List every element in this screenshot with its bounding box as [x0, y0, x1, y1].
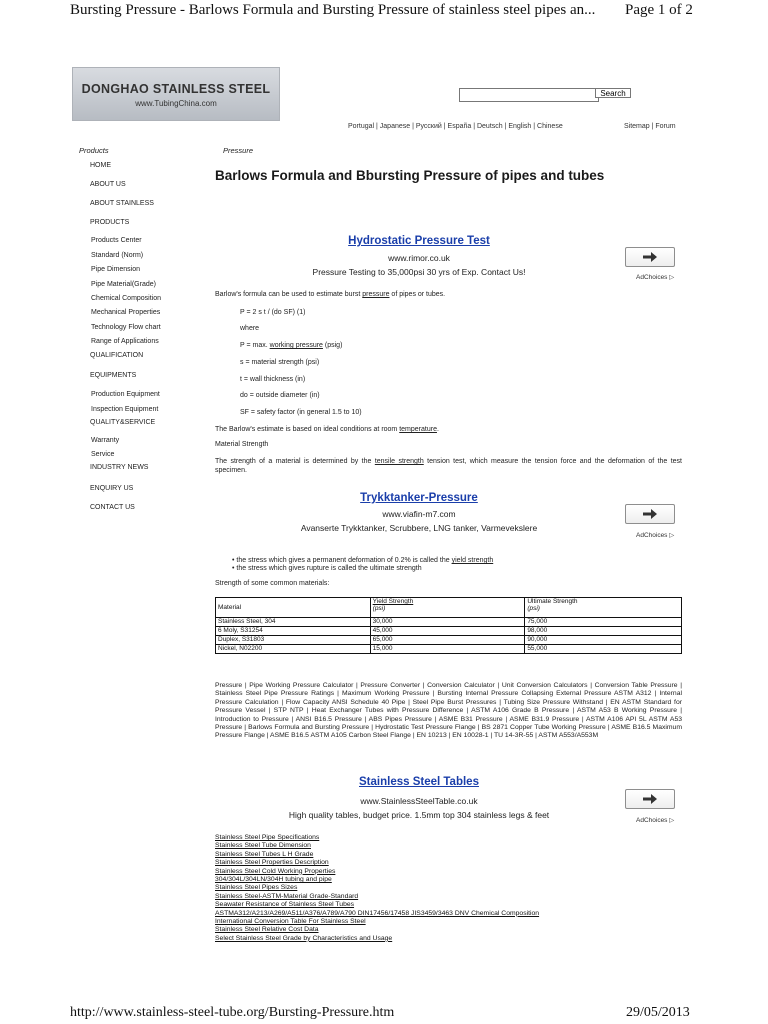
sidebar-item-pipe-dimension[interactable]: Pipe Dimension: [91, 266, 141, 273]
ad-description: Pressure Testing to 35,000psi 30 yrs of Exp. Contact Us!: [312, 267, 526, 277]
table-cell: 6 Moly, S31254: [216, 627, 371, 636]
list-item: • the stress which gives rupture is called the ultimate strength: [232, 565, 422, 572]
intro-text: Barlow's formula can be used to estimate burst pressure of pipes or tubes.: [215, 291, 446, 298]
search-button[interactable]: Search: [595, 88, 631, 98]
steel-link[interactable]: Stainless Steel Pipes Sizes: [215, 884, 298, 892]
sidebar-item-about-us[interactable]: ABOUT US: [90, 181, 126, 188]
utility-links[interactable]: Sitemap | Forum: [624, 123, 676, 130]
estimate-text: The Barlow's estimate is based on ideal conditions at room temperature.: [215, 426, 439, 433]
table-cell[interactable]: Stainless Steel, 304: [216, 618, 371, 627]
table-cell: 65,000: [370, 636, 525, 645]
sidebar-item-qualification[interactable]: QUALIFICATION: [90, 352, 144, 359]
arrow-right-icon: [643, 252, 657, 262]
sidebar-item-home[interactable]: HOME: [90, 162, 111, 169]
sidebar-item-contact-us[interactable]: CONTACT US: [90, 504, 135, 511]
sidebar-item-products[interactable]: PRODUCTS: [90, 219, 130, 226]
table-row: [216, 618, 682, 627]
table-row: [216, 636, 682, 645]
table-cell: 15,000: [370, 645, 525, 654]
do-definition: do = outside diameter (in): [240, 392, 320, 399]
table-header: Yield Strength (psi): [370, 598, 525, 618]
steel-link[interactable]: ASTMA312/A213/A269/A511/A376/A789/A790 DIN17456/17458 JIS3459/3463 DNV Chemical Composition: [215, 909, 540, 917]
sidebar-item-equipments[interactable]: EQUIPMENTS: [90, 372, 137, 379]
sidebar-item-enquiry-us[interactable]: ENQUIRY US: [90, 485, 134, 492]
ad-description: High quality tables, budget price. 1.5mm top 304 stainless legs & feet: [288, 810, 550, 820]
steel-link[interactable]: International Conversion Table For Stainless Steel: [215, 918, 366, 926]
strength-paragraph: The strength of a material is determined by the tensile strength tension test, which measure the tension force and the deformation of the test specimen.: [215, 458, 682, 474]
list-item: • the stress which gives a permanent deformation of 0.2% is called the yield strength: [232, 557, 494, 564]
sidebar-item-standard[interactable]: Standard (Norm): [91, 252, 144, 259]
p-definition: P = max. working pressure (psig): [240, 342, 343, 349]
site-logo[interactable]: [72, 67, 280, 121]
steel-link[interactable]: Stainless Steel Tube Dimension: [215, 842, 311, 850]
temperature-link[interactable]: temperature: [399, 426, 437, 433]
sidebar-item-industry-news[interactable]: INDUSTRY NEWS: [90, 464, 149, 471]
ad-title[interactable]: Trykktanker-Pressure: [360, 492, 478, 504]
related-pressure-links[interactable]: Pressure | Pipe Working Pressure Calculator | Pressure Converter | Conversion Calculator | Unit Conversion Calculators | Conversion Table Pressure | Stainless Steel Pipe Pressure Ratings | Maximum Working Pressure | Bursting Internal Pressure Collapsing External Pressure ASTM A312 | Internal Pressure Calculation | Flow Capacity ANSI Schedule 40 Pipe | Steel Pipe Burst Pressures | Tubing Size Pressure Withstand | EN ASTM Standard for Pressure Vessel | STP NTP | Heat Exchanger Tubes with Pressure Difference | ASTM A106 Grade B Pressure | ASTM A53 B Working Pressure | Introduction to Pressure | ANSI B16.5 Pressure | ABS Pipes Pressure | ASME B31 Pressure | ASME B31.9 Pressure | ASTM A106 API 5L ASTM A53 Pressure | Barlows Formula and Bursting Pressure | Hydrostatic Test Pressure Flange | BS 2871 Copper Tube Working Pressure | ASME B16.5 Maximum Pressure Flange | ASME B16.5 ASTM A105 Carbon Steel Flange | EN 10213 | EN 10028-1 | TU 14-3R-55 | ASTM A553/A553M: [215, 682, 682, 740]
table-cell: 90,000: [525, 636, 682, 645]
sidebar-item-range-applications[interactable]: Range of Applications: [91, 338, 159, 345]
where-label: where: [240, 325, 260, 332]
language-links[interactable]: Portugal | Japanese | Русский | España | Deutsch | English | Chinese: [348, 123, 563, 130]
t-definition: t = wall thickness (in): [240, 376, 306, 383]
s-definition: s = material strength (psi): [240, 359, 320, 366]
sidebar-item-about-stainless[interactable]: ABOUT STAINLESS: [90, 200, 154, 207]
table-cell: 45,000: [370, 627, 525, 636]
ad-go-button[interactable]: [625, 247, 675, 267]
print-page-number: Page 1 of 2: [625, 2, 693, 18]
steel-link[interactable]: Stainless Steel Pipe Specifications: [215, 834, 320, 841]
table-cell: Nickel, N02200: [216, 645, 371, 654]
sidebar-item-production-equipment[interactable]: Production Equipment: [91, 391, 160, 398]
ad-choices[interactable]: AdChoices ▷: [636, 274, 675, 281]
sidebar-item-technology-flow[interactable]: Technology Flow chart: [91, 324, 161, 331]
sidebar-item-warranty[interactable]: Warranty: [91, 437, 120, 444]
sf-definition: SF = safety factor (in general 1.5 to 10): [240, 409, 362, 416]
working-pressure-link[interactable]: working pressure: [269, 342, 323, 349]
table-cell: 75,000: [525, 618, 682, 627]
table-header-row: [216, 598, 682, 618]
common-materials-heading: Strength of some common materials:: [215, 580, 330, 587]
ad-title[interactable]: Hydrostatic Pressure Test: [348, 235, 490, 247]
material-strength-heading: Material Strength: [215, 441, 269, 448]
print-header-title: Bursting Pressure - Barlows Formula and Bursting Pressure of stainless steel pipes an...: [70, 2, 596, 18]
steel-link[interactable]: Seawater Resistance of Stainless Steel Tubes: [215, 901, 355, 909]
steel-link[interactable]: Stainless Steel Cold Working Properties: [215, 867, 336, 875]
pressure-link[interactable]: pressure: [362, 291, 390, 298]
yield-strength-link[interactable]: yield strength: [451, 557, 494, 564]
table-row: [216, 645, 682, 654]
print-footer-date: 29/05/2013: [626, 1005, 690, 1020]
breadcrumb: Pressure: [223, 146, 254, 155]
table-cell: 30,000: [370, 618, 525, 627]
steel-link[interactable]: Select Stainless Steel Grade by Characteristics and Usage: [215, 934, 393, 942]
page-title: Barlows Formula and Bbursting Pressure of pipes and tubes: [215, 168, 605, 183]
arrow-right-icon: [643, 509, 657, 519]
table-header: Material: [216, 598, 371, 618]
ad-go-button[interactable]: [625, 789, 675, 809]
sidebar-item-inspection-equipment[interactable]: Inspection Equipment: [91, 406, 159, 413]
arrow-right-icon: [643, 794, 657, 804]
logo-title: DONGHAO STAINLESS STEEL: [81, 82, 271, 96]
search-input[interactable]: [459, 88, 599, 102]
sidebar-item-service[interactable]: Service: [91, 451, 115, 458]
table-cell: 98,000: [525, 627, 682, 636]
ad-choices[interactable]: AdChoices ▷: [636, 817, 675, 824]
ad-url[interactable]: www.viafin-m7.com: [382, 509, 456, 519]
logo-url: www.TubingChina.com: [135, 99, 217, 108]
material-strength-table: [215, 597, 682, 654]
print-footer-url[interactable]: http://www.stainless-steel-tube.org/Bursting-Pressure.htm: [70, 1005, 395, 1020]
table-header: Ultimate Strength (psi): [525, 598, 682, 618]
barlow-formula: P = 2 s t / (do SF) (1): [240, 309, 306, 316]
sidebar-item-quality-service[interactable]: QUALITY&SERVICE: [90, 419, 156, 426]
table-cell: 55,000: [525, 645, 682, 654]
steel-link[interactable]: Stainless Steel Tubes L H Grade: [215, 850, 314, 858]
ad-go-button[interactable]: [625, 504, 675, 524]
ad-title[interactable]: Stainless Steel Tables: [359, 776, 479, 788]
steel-link[interactable]: 304/304L/304LN/304H tubing and pipe: [215, 876, 332, 884]
sidebar-item-mechanical-properties[interactable]: Mechanical Properties: [91, 309, 161, 316]
sidebar-item-pipe-material[interactable]: Pipe Material(Grade): [91, 281, 156, 288]
sidebar-item-chemical-composition[interactable]: Chemical Composition: [91, 295, 162, 302]
ad-choices[interactable]: AdChoices ▷: [636, 532, 675, 539]
steel-link[interactable]: Stainless Steel-ASTM-Material Grade-Standard: [215, 892, 359, 900]
table-row: [216, 627, 682, 636]
tensile-strength-link[interactable]: tensile strength: [374, 458, 424, 465]
table-cell[interactable]: Duplex, S31803: [216, 636, 371, 645]
steel-link[interactable]: Stainless Steel Properties Description: [215, 859, 329, 867]
sidebar-heading: Products: [79, 146, 109, 155]
steel-table-links: [215, 834, 539, 943]
ad-url[interactable]: www.StainlessSteelTable.co.uk: [360, 796, 478, 806]
sidebar-item-products-center[interactable]: Products Center: [91, 237, 142, 244]
ad-description: Avanserte Trykktanker, Scrubbere, LNG tanker, Varmevekslere: [300, 523, 538, 533]
ad-url[interactable]: www.rimor.co.uk: [388, 253, 450, 263]
steel-link[interactable]: Stainless Steel Relative Cost Data: [215, 926, 319, 934]
